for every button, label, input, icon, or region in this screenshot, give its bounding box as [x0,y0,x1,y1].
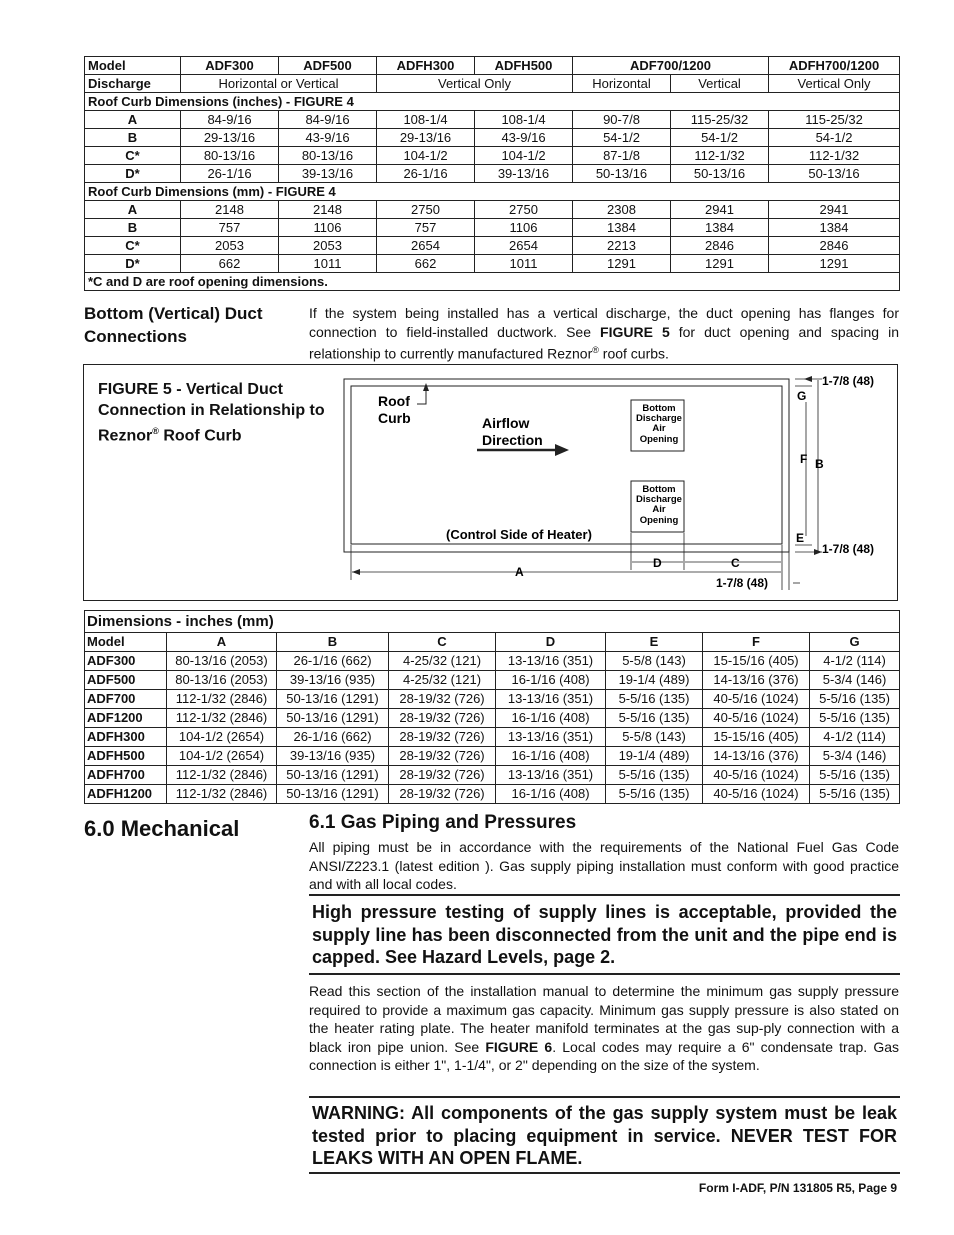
table-cell: 50-13/16 [671,165,769,183]
table-cell: 4-1/2 (114) [810,728,900,747]
curb-label: Curb [378,410,411,426]
discharge-cell: Horizontal or Vertical [181,75,377,93]
discharge-cell: Vertical Only [377,75,573,93]
airflow-arrowhead [555,444,569,456]
table-cell: 16-1/16 (408) [496,671,606,690]
header-cell: ADF700/1200 [573,57,769,75]
table-cell: 112-1/32 [671,147,769,165]
dim-table-title: Dimensions - inches (mm) [85,611,900,633]
table-cell: 39-13/16 [279,165,377,183]
table-cell: 26-1/16 [181,165,279,183]
header-cell: ADFH500 [475,57,573,75]
table-cell: 4-25/32 (121) [389,652,496,671]
table-cell: 87-1/8 [573,147,671,165]
table-cell: 1106 [475,219,573,237]
table-cell: 80-13/16 (2053) [167,652,277,671]
table-row [85,747,900,766]
table-cell: 15-15/16 (405) [703,652,810,671]
table-cell: 16-1/16 (408) [496,785,606,804]
dimensions-table [84,610,900,804]
table-cell: 4-25/32 (121) [389,671,496,690]
table-cell: 26-1/16 [377,165,475,183]
mm-title: Roof Curb Dimensions (mm) - FIGURE 4 [85,183,900,201]
table-cell: 1011 [475,255,573,273]
figure-5-diagram [0,0,954,610]
label-F: F [800,452,808,466]
table-cell: 662 [181,255,279,273]
warning-rule [309,973,900,975]
caption-text: FIGURE 5 - Vertical Duct Connection in Relationship to Reznor [98,381,325,445]
table-cell: 90-7/8 [573,111,671,129]
discharge-label: Discharge [85,75,181,93]
label-G: G [797,389,807,403]
table-cell: 1291 [769,255,900,273]
table-cell: 2654 [377,237,475,255]
table-row [85,785,900,804]
label-D: D [653,556,662,570]
dim-top-label: 1-7/8 (48) [822,374,875,388]
table-cell: 14-13/16 (376) [703,747,810,766]
header-cell: Model [85,633,167,652]
row-label: D* [85,165,181,183]
figure-ref: FIGURE 6 [485,1038,553,1055]
row-label: A [85,111,181,129]
para-text: . Local codes may require a 6" condensate trap. Gas connection is either 1", 1-1/4", or 2" depending on the size of the system. [309,1038,900,1073]
table-cell: 13-13/16 (351) [496,766,606,785]
registered-mark: ® [152,426,159,436]
header-cell: A [167,633,277,652]
model-cell: ADF300 [85,652,167,671]
table-cell: 112-1/32 (2846) [167,709,277,728]
table-cell: 5-5/16 (135) [606,785,703,804]
opening-text: Bottom [642,403,676,414]
control-side-label: (Control Side of Heater) [446,527,592,542]
header-cell: ADFH300 [377,57,475,75]
table-cell: 104-1/2 (2654) [167,747,277,766]
table-cell: 1291 [671,255,769,273]
table-row [85,728,900,747]
table-cell: 13-13/16 (351) [496,728,606,747]
table-cell: 39-13/16 [475,165,573,183]
label-E: E [796,531,805,545]
table-cell: 5-3/4 (146) [810,671,900,690]
table-cell: 40-5/16 (1024) [703,766,810,785]
table-row [85,709,900,728]
table-cell: 757 [377,219,475,237]
dim-title-row [85,611,900,633]
inches-title: Roof Curb Dimensions (inches) - FIGURE 4 [85,93,900,111]
header-cell: D [496,633,606,652]
para-text: roof curbs. [598,345,669,362]
table-cell: 26-1/16 (662) [277,728,389,747]
table-cell: 5-5/16 (135) [810,785,900,804]
table-cell: 84-9/16 [279,111,377,129]
model-cell: ADFH500 [85,747,167,766]
warning-rule [309,1096,900,1098]
subsection-title: 6.1 Gas Piping and Pressures [309,812,577,833]
table-cell: 39-13/16 (935) [277,671,389,690]
discharge-cell: Horizontal [573,75,671,93]
header-cell: B [277,633,389,652]
table-cell: 108-1/4 [377,111,475,129]
table-cell: 104-1/2 [377,147,475,165]
registered-mark: ® [592,345,599,355]
table-row [85,671,900,690]
table-cell: 26-1/16 (662) [277,652,389,671]
table-cell: 108-1/4 [475,111,573,129]
dim-header-row [85,633,900,652]
opening-text: Bottom [642,484,676,495]
table-cell: 84-9/16 [181,111,279,129]
table-cell: 40-5/16 (1024) [703,785,810,804]
table-cell: 14-13/16 (376) [703,671,810,690]
table-cell: 2053 [279,237,377,255]
table-cell: 54-1/2 [671,129,769,147]
table-cell: 54-1/2 [573,129,671,147]
roof-curb-inner [351,386,782,544]
table-cell: 5-5/8 (143) [606,652,703,671]
row-label: B [85,129,181,147]
para-text: If the system being installed has a vertical discharge, the duct opening has flanges for connection to field-installed ductwork. See [309,305,899,340]
table-cell: 5-3/4 (146) [810,747,900,766]
table-cell: 50-13/16 [573,165,671,183]
figure-ref: FIGURE 5 [600,323,670,340]
table-cell: 2148 [279,201,377,219]
opening-text: Air [652,504,666,515]
table-cell: 5-5/16 (135) [606,690,703,709]
table-cell: 39-13/16 (935) [277,747,389,766]
table-cell: 757 [181,219,279,237]
model-cell: ADF500 [85,671,167,690]
table-row [85,652,900,671]
header-cell: ADFH700/1200 [769,57,900,75]
table-cell: 19-1/4 (489) [606,747,703,766]
table-cell: 115-25/32 [769,111,900,129]
dim-arrow [804,376,812,382]
table-cell: 2750 [377,201,475,219]
table-cell: 80-13/16 (2053) [167,671,277,690]
roof-curb-arrowhead [423,383,429,391]
direction-label: Direction [482,432,543,448]
table-cell: 115-25/32 [671,111,769,129]
page-footer: Form I-ADF, P/N 131805 R5, Page 9 [698,1181,897,1195]
row-label: D* [85,255,181,273]
table-cell: 50-13/16 (1291) [277,690,389,709]
warning-rule [309,1172,900,1174]
table-cell: 2053 [181,237,279,255]
table-cell: 112-1/32 (2846) [167,690,277,709]
table-cell: 54-1/2 [769,129,900,147]
warning-rule [309,894,900,896]
table-cell: 2846 [671,237,769,255]
gas-pressure-paragraph [309,982,899,1075]
table-cell: 13-13/16 (351) [496,652,606,671]
table-cell: 43-9/16 [475,129,573,147]
opening-text: Opening [639,515,679,526]
opening-text: Opening [639,434,679,445]
header-cell: C [389,633,496,652]
table-cell: 5-5/8 (143) [606,728,703,747]
model-cell: ADF700 [85,690,167,709]
table-cell: 104-1/2 (2654) [167,728,277,747]
model-cell: ADFH700 [85,766,167,785]
dim-arrow [352,569,360,575]
gas-piping-paragraph: All piping must be in accordance with the requirements of the National Fuel Gas Code ANSI/Z223.1 (latest edition ). Gas supply piping installation must conform with good practice and with all local codes. [309,839,899,892]
table-cell: 50-13/16 [769,165,900,183]
table-cell: 50-13/16 (1291) [277,709,389,728]
heading-line: Bottom (Vertical) Duct [84,304,263,323]
para-text: Read this section of the installation manual to determine the minimum gas supply pressure required to provide a maximum gas capacity. Minimum gas supply pressure is also stated on the heater rating plate. The heater manifold terminates at the gas sup-ply connection with a black iron pipe union. See [309,983,899,1055]
table-cell: 2941 [769,201,900,219]
table-cell: 40-5/16 (1024) [703,690,810,709]
table-cell: 5-5/16 (135) [810,690,900,709]
table-cell: 28-19/32 (726) [389,709,496,728]
table-cell: 80-13/16 [181,147,279,165]
table-cell: 2213 [573,237,671,255]
discharge-cell: Vertical [671,75,769,93]
table-cell: 16-1/16 (408) [496,747,606,766]
table-cell: 19-1/4 (489) [606,671,703,690]
table-cell: 5-5/16 (135) [606,766,703,785]
table-cell: 13-13/16 (351) [496,690,606,709]
table-cell: 29-13/16 [377,129,475,147]
table-cell: 5-5/16 (135) [606,709,703,728]
row-label: A [85,201,181,219]
model-cell: ADFH300 [85,728,167,747]
table-cell: 15-15/16 (405) [703,728,810,747]
roof-label: Roof [378,393,410,409]
table-cell: 28-19/32 (726) [389,785,496,804]
table-cell: 2308 [573,201,671,219]
table-cell: 112-1/32 (2846) [167,785,277,804]
table-cell: 1291 [573,255,671,273]
label-C: C [731,556,740,570]
table-cell: 1011 [279,255,377,273]
table-cell: 16-1/16 (408) [496,709,606,728]
label-B: B [815,457,824,471]
opening-text: Discharge [636,494,682,505]
table-cell: 80-13/16 [279,147,377,165]
header-cell: E [606,633,703,652]
table-cell: 1106 [279,219,377,237]
table-cell: 4-1/2 (114) [810,652,900,671]
row-label: C* [85,237,181,255]
row-label: B [85,219,181,237]
pressure-testing-warning: High pressure testing of supply lines is acceptable, provided the supply line has been disconnected from the unit and the pipe end is capped. See Hazard Levels, page 2. [312,902,897,967]
table-cell: 2654 [475,237,573,255]
table-cell: 2846 [769,237,900,255]
header-cell: ADF300 [181,57,279,75]
dim-right-label: 1-7/8 (48) [822,542,875,556]
table-cell: 40-5/16 (1024) [703,709,810,728]
table-cell: 112-1/32 (2846) [167,766,277,785]
header-cell: Model [85,57,181,75]
table-cell: 1384 [671,219,769,237]
header-cell: ADF500 [279,57,377,75]
opening-text: Air [652,423,666,434]
table-footnote: *C and D are roof opening dimensions. [85,273,900,291]
table-cell: 104-1/2 [475,147,573,165]
header-cell: G [810,633,900,652]
section-title: 6.0 Mechanical [84,816,240,841]
table-cell: 2750 [475,201,573,219]
table-cell: 28-19/32 (726) [389,766,496,785]
table-cell: 5-5/16 (135) [810,766,900,785]
dim-bottom-label: 1-7/8 (48) [716,576,769,590]
airflow-label: Airflow [482,415,530,431]
table-row [85,766,900,785]
para-text: for duct opening and spacing in relationship to currently manufactured Reznor [309,323,899,362]
header-cell: F [703,633,810,652]
table-cell: 28-19/32 (726) [389,747,496,766]
table-cell: 1384 [769,219,900,237]
row-label: C* [85,147,181,165]
model-cell: ADFH1200 [85,785,167,804]
table-cell: 50-13/16 (1291) [277,785,389,804]
caption-text: Roof Curb [158,427,242,445]
discharge-cell: Vertical Only [769,75,900,93]
table-cell: 43-9/16 [279,129,377,147]
table-cell: 1384 [573,219,671,237]
leak-test-warning: WARNING: All components of the gas supply system must be leak tested prior to placing equipment in service. NEVER TEST FOR LEAKS WITH AN OPEN FLAME. [312,1103,897,1168]
table-cell: 112-1/32 [769,147,900,165]
table-cell: 2941 [671,201,769,219]
table-cell: 50-13/16 (1291) [277,766,389,785]
label-A: A [515,565,524,579]
opening-text: Discharge [636,413,682,424]
table-cell: 29-13/16 [181,129,279,147]
heading-line: Connections [84,327,187,346]
table-cell: 28-19/32 (726) [389,690,496,709]
table-cell: 662 [377,255,475,273]
table-row [85,690,900,709]
table-cell: 5-5/16 (135) [810,709,900,728]
model-cell: ADF1200 [85,709,167,728]
table-cell: 28-19/32 (726) [389,728,496,747]
table-cell: 2148 [181,201,279,219]
